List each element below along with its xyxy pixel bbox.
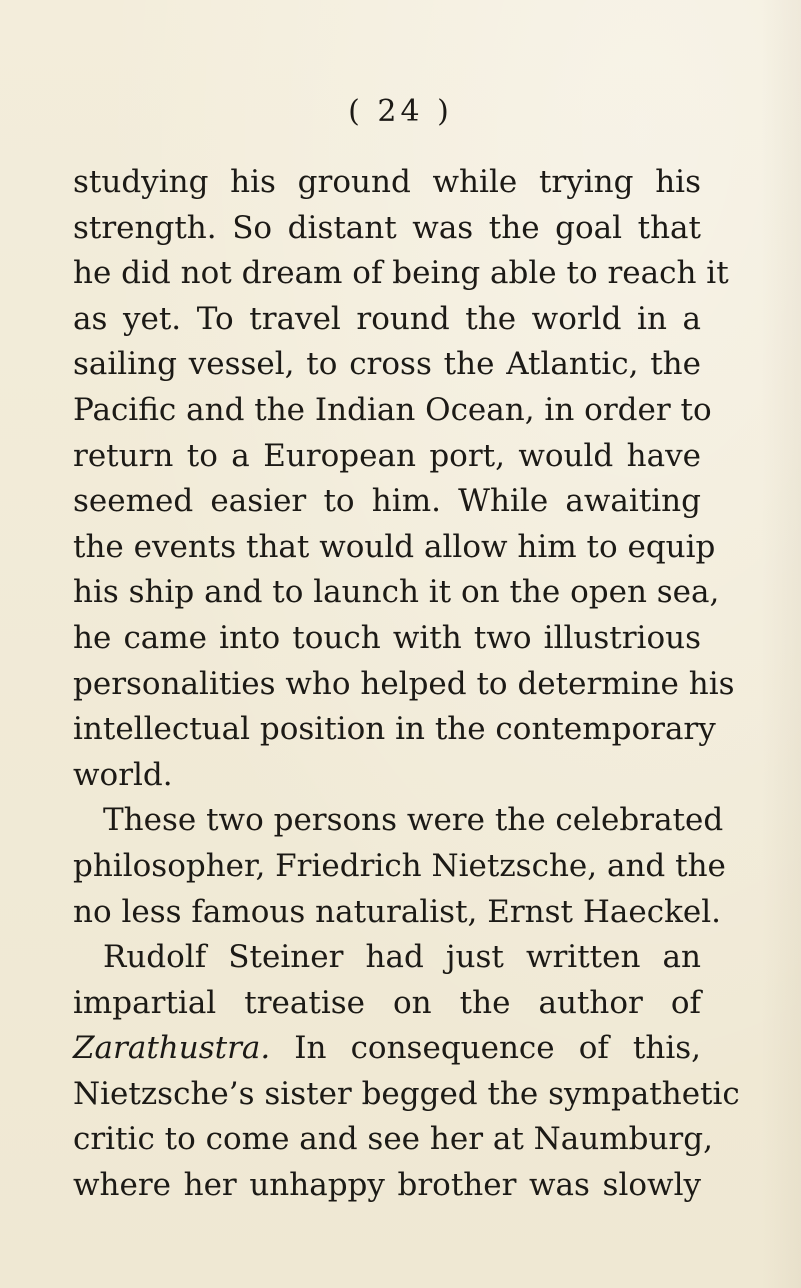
text-line: the events that would allow him to equip [73, 528, 716, 565]
text-line: sailing vessel, to cross the Atlantic, the [73, 346, 701, 383]
text-line: personalities who helped to determine his [73, 665, 735, 702]
text-line: Pacific and the Indian Ocean, in order to [73, 391, 712, 428]
text-line: impartial treatise on the author of [73, 984, 701, 1021]
text-line: critic to come and see her at Naumburg, [73, 1121, 713, 1158]
italic-book-title: Zarathustra. [73, 1030, 271, 1067]
text-line: philosopher, Friedrich Nietzsche, and the [73, 847, 726, 884]
text-fragment: In consequence of this, [270, 1030, 701, 1067]
text-line: Rudolf Steiner had just written an [103, 939, 701, 976]
text-line: no less famous naturalist, Ernst Haeckel. [73, 893, 721, 930]
text-line: strength. So distant was the goal that [73, 209, 701, 246]
text-line: he did not dream of being able to reach it [73, 255, 729, 292]
text-line: return to a European port, would have [73, 437, 701, 474]
page-edge-shade [761, 0, 801, 1288]
text-line: where her unhappy brother was slowly [73, 1167, 701, 1204]
text-line: studying his ground while trying his [73, 164, 701, 200]
page-number: ( 24 ) [348, 94, 453, 129]
text-line: seemed easier to him. While awaiting [73, 483, 701, 520]
body-text [73, 160, 740, 1209]
text-line: These two persons were the celebrated [103, 802, 724, 839]
text-line: Nietzsche’s sister begged the sympathetic [73, 1075, 740, 1112]
text-line: intellectual position in the contemporary [73, 711, 716, 748]
text-line-with-italic [73, 1026, 701, 1072]
text-line: world. [73, 756, 173, 793]
text-line: he came into touch with two illustrious [73, 619, 701, 656]
text-line: his ship and to launch it on the open sea, [73, 574, 720, 611]
text-line: as yet. To travel round the world in a [73, 300, 701, 337]
